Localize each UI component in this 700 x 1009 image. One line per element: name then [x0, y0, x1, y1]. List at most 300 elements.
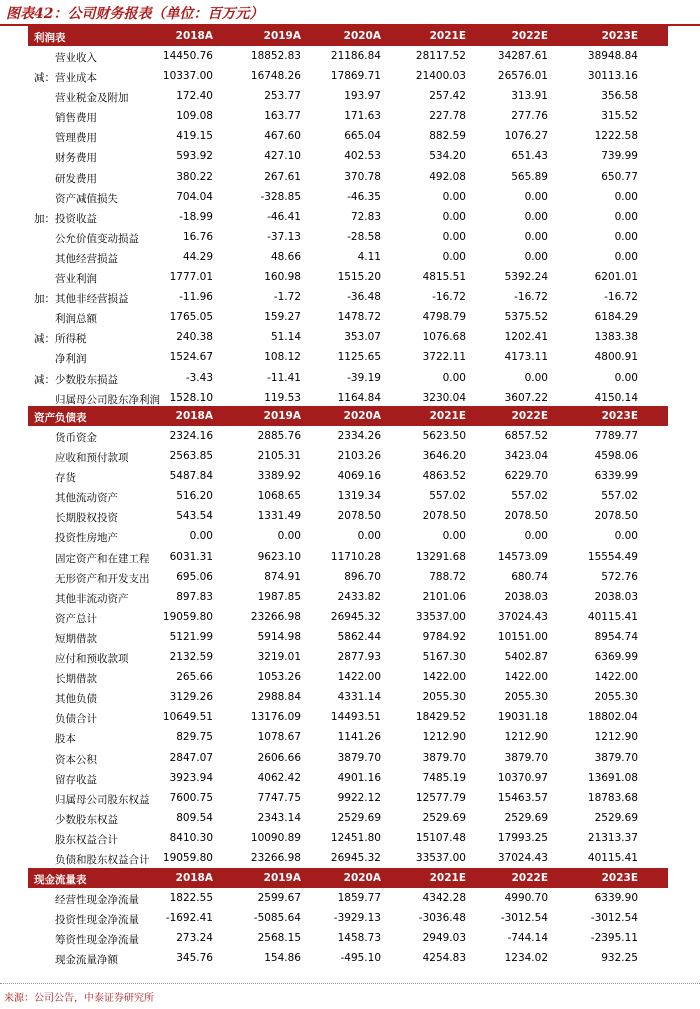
year-header: 2020A [343, 30, 381, 42]
table-cell: 3230.04 [422, 391, 466, 404]
row-label: 投资性房地产 [34, 532, 118, 545]
year-header: 2021E [429, 410, 466, 422]
table-cell: -28.58 [347, 230, 381, 243]
table-cell: 40115.41 [587, 851, 638, 864]
table-cell: 4254.83 [422, 952, 466, 965]
table-cell: 17869.71 [330, 70, 381, 83]
source-note: 来源：公司公告，中泰证券研究所 [4, 993, 154, 1004]
table-row [28, 66, 668, 86]
row-label: 应收和预付款项 [34, 452, 129, 465]
table-cell: 1987.85 [257, 590, 301, 603]
table-cell: 2101.06 [422, 590, 466, 603]
table-row [28, 486, 668, 506]
table-cell: 10090.89 [250, 831, 301, 844]
table-cell: 2324.16 [169, 430, 213, 442]
table-row [28, 426, 668, 446]
table-cell: 0.00 [442, 250, 466, 263]
table-cell: 2038.03 [594, 590, 638, 603]
table-cell: -11.96 [179, 291, 213, 304]
table-cell: 4901.16 [337, 771, 381, 784]
table-cell: 788.72 [429, 570, 466, 583]
table-cell: 12577.79 [415, 791, 466, 804]
year-header: 2018A [175, 30, 213, 42]
table-cell: 543.54 [176, 510, 213, 523]
table-cell: 897.83 [176, 590, 213, 603]
table-row [28, 727, 668, 747]
table-cell: 534.20 [429, 150, 466, 163]
table-cell: 23266.98 [250, 610, 301, 623]
table-row [28, 768, 668, 788]
table-row [28, 667, 668, 687]
table-cell: 2847.07 [169, 751, 213, 764]
table-row [28, 327, 668, 347]
table-row [28, 347, 668, 367]
table-row [28, 167, 668, 187]
table-cell: 3879.70 [337, 751, 381, 764]
table-cell: 5392.24 [504, 271, 548, 284]
table-row [28, 207, 668, 227]
table-cell: -3929.13 [333, 912, 381, 925]
table-cell: 1383.38 [594, 331, 638, 344]
row-label: 留存收益 [34, 773, 97, 786]
table-cell: 6229.70 [504, 470, 548, 483]
table-cell: 0.00 [614, 250, 638, 263]
table-cell: 2988.84 [257, 691, 301, 704]
table-cell: 380.22 [176, 170, 213, 183]
table-cell: 2055.30 [504, 691, 548, 704]
table-row [28, 587, 668, 607]
table-cell: -3036.48 [418, 912, 466, 925]
section-title: 现金流量表 [34, 874, 87, 886]
table-cell: 1164.84 [337, 391, 381, 404]
table-cell: 1212.90 [594, 731, 638, 744]
table-cell: 26945.32 [330, 610, 381, 623]
table-cell: 557.02 [429, 490, 466, 503]
table-cell: 0.00 [524, 530, 548, 543]
table-cell: 0.00 [277, 530, 301, 543]
table-cell: 516.20 [176, 490, 213, 503]
table-cell: 2334.26 [337, 430, 381, 442]
table-cell: -39.19 [347, 371, 381, 384]
table-row [28, 808, 668, 828]
table-cell: 3646.20 [422, 450, 466, 463]
table-cell: 3219.01 [257, 651, 301, 664]
table-cell: 9623.10 [257, 550, 301, 563]
table-cell: 4331.14 [337, 691, 381, 704]
table-cell: 1422.00 [594, 671, 638, 684]
row-label: 货币资金 [34, 432, 97, 444]
table-cell: 26945.32 [330, 851, 381, 864]
table-row [28, 506, 668, 526]
table-cell: 37024.43 [497, 610, 548, 623]
table-cell: 3423.04 [504, 450, 548, 463]
table-cell: 0.00 [524, 190, 548, 203]
table-cell: 0.00 [442, 530, 466, 543]
table-cell: 419.15 [176, 130, 213, 143]
table-cell: 1422.00 [504, 671, 548, 684]
table-row [28, 86, 668, 106]
table-row [28, 828, 668, 848]
table-cell: -328.85 [260, 190, 301, 203]
row-label: 管理费用 [34, 132, 97, 145]
table-cell: 4863.52 [422, 470, 466, 483]
table-cell: 1528.10 [169, 391, 213, 404]
table-cell: 345.76 [176, 952, 213, 965]
income-statement-table [28, 26, 668, 408]
table-cell: 33537.00 [415, 610, 466, 623]
table-cell: 253.77 [264, 90, 301, 103]
table-cell: 739.99 [601, 150, 638, 163]
row-label: 股东权益合计 [34, 833, 118, 846]
table-cell: 665.04 [344, 130, 381, 143]
table-cell: 1068.65 [257, 490, 301, 503]
table-cell: 0.00 [357, 530, 381, 543]
table-cell: 16748.26 [250, 70, 301, 83]
table-cell: 34287.61 [497, 50, 548, 62]
table-cell: 26576.01 [497, 70, 548, 83]
table-cell: -744.14 [507, 932, 548, 945]
table-cell: 227.78 [429, 110, 466, 123]
table-cell: 10337.00 [162, 70, 213, 83]
table-cell: -495.10 [340, 952, 381, 965]
table-cell: -3.43 [185, 371, 213, 384]
table-cell: 14493.51 [330, 711, 381, 724]
table-cell: -3012.54 [590, 912, 638, 925]
table-cell: 4990.70 [504, 892, 548, 904]
table-cell: 467.60 [264, 130, 301, 143]
table-cell: 0.00 [614, 230, 638, 243]
table-cell: 2433.82 [337, 590, 381, 603]
table-row [28, 267, 668, 287]
cash-flow-table [28, 868, 668, 968]
year-header: 2018A [175, 872, 213, 884]
table-cell: 265.66 [176, 671, 213, 684]
table-cell: 37024.43 [497, 851, 548, 864]
row-label: 减：营业成本 [34, 72, 97, 85]
table-cell: -46.41 [267, 210, 301, 223]
row-label: 利润总额 [34, 313, 97, 326]
table-cell: 10370.97 [497, 771, 548, 784]
table-cell: 0.00 [524, 371, 548, 384]
table-row [28, 948, 668, 968]
row-label: 归属母公司股东权益 [34, 793, 150, 806]
table-cell: 2078.50 [594, 510, 638, 523]
table-cell: 1515.20 [337, 271, 381, 284]
table-cell: -3012.54 [500, 912, 548, 925]
table-cell: 0.00 [524, 250, 548, 263]
table-cell: 28117.52 [415, 50, 466, 62]
table-cell: 2568.15 [257, 932, 301, 945]
table-cell: 6857.52 [504, 430, 548, 442]
table-cell: 2343.14 [257, 811, 301, 824]
table-row [28, 388, 668, 408]
table-cell: 9922.12 [337, 791, 381, 804]
table-cell: 119.53 [264, 391, 301, 404]
table-cell: 6184.29 [594, 311, 638, 324]
table-cell: 4598.06 [594, 450, 638, 463]
table-cell: 356.58 [601, 90, 638, 103]
table-cell: 159.27 [264, 311, 301, 324]
table-cell: 7747.75 [257, 791, 301, 804]
table-cell: 10151.00 [497, 630, 548, 643]
table-row [28, 848, 668, 868]
table-cell: 23266.98 [250, 851, 301, 864]
row-label: 长期借款 [34, 673, 97, 686]
table-cell: 5121.99 [169, 630, 213, 643]
row-label: 研发费用 [34, 172, 97, 185]
table-row [28, 146, 668, 166]
row-label: 短期借款 [34, 632, 97, 645]
table-cell: 18783.68 [587, 791, 638, 804]
table-cell: 896.70 [344, 570, 381, 583]
table-cell: 2529.69 [594, 811, 638, 824]
table-cell: 313.91 [511, 90, 548, 103]
table-cell: 6031.31 [169, 550, 213, 563]
year-header: 2019A [263, 30, 301, 42]
table-cell: 1234.02 [504, 952, 548, 965]
row-label: 股本 [34, 733, 76, 746]
table-row [28, 307, 668, 327]
table-cell: 882.59 [429, 130, 466, 143]
table-cell: 2055.30 [594, 691, 638, 704]
table-cell: 1222.58 [594, 130, 638, 143]
table-cell: 51.14 [270, 331, 301, 344]
table-cell: 3879.70 [422, 751, 466, 764]
table-cell: 257.42 [429, 90, 466, 103]
table-cell: 19031.18 [497, 711, 548, 724]
table-cell: -36.48 [347, 291, 381, 304]
table-header [28, 868, 668, 888]
table-cell: 172.40 [176, 90, 213, 103]
table-cell: 13691.08 [587, 771, 638, 784]
row-label: 其他流动资产 [34, 492, 118, 505]
row-label: 其他非流动资产 [34, 592, 129, 605]
table-cell: 1822.55 [169, 892, 213, 904]
table-cell: 704.04 [176, 190, 213, 203]
table-cell: 240.38 [176, 331, 213, 344]
year-header: 2022E [511, 410, 548, 422]
year-header: 2019A [263, 872, 301, 884]
table-cell: 5914.98 [257, 630, 301, 643]
year-header: 2022E [511, 872, 548, 884]
row-label: 财务费用 [34, 152, 97, 165]
table-cell: -1.72 [273, 291, 301, 304]
table-cell: 3389.92 [257, 470, 301, 483]
table-cell: 315.52 [601, 110, 638, 123]
table-cell: 5402.87 [504, 651, 548, 664]
table-cell: 2078.50 [504, 510, 548, 523]
table-cell: 21186.84 [330, 50, 381, 62]
table-cell: 651.43 [511, 150, 548, 163]
table-cell: 1422.00 [422, 671, 466, 684]
row-label: 营业利润 [34, 273, 97, 286]
row-label: 现金流量净额 [34, 954, 118, 967]
table-cell: 427.10 [264, 150, 301, 163]
table-row [28, 687, 668, 707]
row-label: 加：其他非经营损益 [34, 293, 129, 306]
row-label: 资产总计 [34, 612, 97, 625]
table-cell: 2132.59 [169, 651, 213, 664]
table-cell: 2606.66 [257, 751, 301, 764]
table-row [28, 607, 668, 627]
table-cell: 0.00 [524, 210, 548, 223]
table-cell: 1478.72 [337, 311, 381, 324]
year-header: 2022E [511, 30, 548, 42]
table-cell: 1765.05 [169, 311, 213, 324]
section-title: 利润表 [34, 32, 66, 44]
table-header [28, 26, 668, 46]
table-cell: 21400.03 [415, 70, 466, 83]
table-row [28, 247, 668, 267]
table-cell: 44.29 [182, 250, 213, 263]
title-bar [0, 0, 700, 26]
table-cell: 154.86 [264, 952, 301, 965]
year-header: 2023E [601, 410, 638, 422]
table-row [28, 446, 668, 466]
table-cell: 193.97 [344, 90, 381, 103]
row-label: 净利润 [34, 353, 87, 366]
table-cell: 1076.27 [504, 130, 548, 143]
table-cell: 4798.79 [422, 311, 466, 324]
table-cell: 4800.91 [594, 351, 638, 364]
table-row [28, 567, 668, 587]
row-label: 营业税金及附加 [34, 92, 129, 105]
table-cell: 2599.67 [257, 892, 301, 904]
table-row [28, 928, 668, 948]
table-cell: 2105.31 [257, 450, 301, 463]
table-row [28, 788, 668, 808]
table-cell: 13176.09 [250, 711, 301, 724]
table-cell: 0.00 [614, 530, 638, 543]
table-cell: 2529.69 [337, 811, 381, 824]
table-cell: 109.08 [176, 110, 213, 123]
table-cell: 572.76 [601, 570, 638, 583]
row-label: 加：投资收益 [34, 212, 97, 225]
table-cell: 3923.94 [169, 771, 213, 784]
table-row [28, 46, 668, 66]
table-cell: 1212.90 [504, 731, 548, 744]
year-header: 2023E [601, 30, 638, 42]
table-cell: 14573.09 [497, 550, 548, 563]
table-cell: 15554.49 [587, 550, 638, 563]
year-header: 2023E [601, 872, 638, 884]
table-cell: 2949.03 [422, 932, 466, 945]
row-label: 资产减值损失 [34, 192, 118, 205]
row-label: 无形资产和开发支出 [34, 572, 150, 585]
row-label: 少数股东权益 [34, 813, 118, 826]
table-cell: 402.53 [344, 150, 381, 163]
table-cell: 38948.84 [587, 50, 638, 62]
table-cell: 277.76 [511, 110, 548, 123]
table-row [28, 368, 668, 388]
table-cell: 2103.26 [337, 450, 381, 463]
table-cell: 40115.41 [587, 610, 638, 623]
table-cell: 1076.68 [422, 331, 466, 344]
table-cell: 1319.34 [337, 490, 381, 503]
table-cell: 3879.70 [594, 751, 638, 764]
year-header: 2020A [343, 872, 381, 884]
table-row [28, 647, 668, 667]
table-cell: 2038.03 [504, 590, 548, 603]
table-cell: 492.08 [429, 170, 466, 183]
row-label: 公允价值变动损益 [34, 232, 139, 245]
table-cell: 48.66 [270, 250, 301, 263]
table-cell: 3607.22 [504, 391, 548, 404]
table-cell: 33537.00 [415, 851, 466, 864]
table-cell: 163.77 [264, 110, 301, 123]
table-cell: 12451.80 [330, 831, 381, 844]
row-label: 应付和预收款项 [34, 653, 129, 666]
table-cell: 160.98 [264, 271, 301, 284]
table-cell: 4342.28 [422, 892, 466, 904]
page-title: 图表42：公司财务报表（单位：百万元） [6, 6, 264, 22]
table-cell: 7789.77 [594, 430, 638, 442]
table-cell: 557.02 [601, 490, 638, 503]
table-cell: 4062.42 [257, 771, 301, 784]
row-label: 存货 [34, 472, 76, 485]
table-cell: 171.63 [344, 110, 381, 123]
row-label: 负债合计 [34, 713, 97, 726]
table-cell: -16.72 [514, 291, 548, 304]
table-row [28, 466, 668, 486]
table-cell: 267.61 [264, 170, 301, 183]
table-row [28, 106, 668, 126]
row-label: 减：所得税 [34, 333, 87, 346]
year-header: 2021E [429, 30, 466, 42]
table-cell: 809.54 [176, 811, 213, 824]
row-label: 资本公积 [34, 753, 97, 766]
table-row [28, 287, 668, 307]
table-cell: 7600.75 [169, 791, 213, 804]
table-cell: 2078.50 [422, 510, 466, 523]
table-cell: 1053.26 [257, 671, 301, 684]
table-cell: 0.00 [442, 230, 466, 243]
table-cell: 1125.65 [337, 351, 381, 364]
row-label: 投资性现金净流量 [34, 914, 139, 927]
table-cell: 18802.04 [587, 711, 638, 724]
section-title: 资产负债表 [34, 412, 87, 424]
table-row [28, 547, 668, 567]
table-cell: 11710.28 [330, 550, 381, 563]
table-row [28, 187, 668, 207]
table-cell: 1331.49 [257, 510, 301, 523]
table-cell: 6369.99 [594, 651, 638, 664]
table-cell: 0.00 [614, 371, 638, 384]
table-cell: -16.72 [604, 291, 638, 304]
table-row [28, 707, 668, 727]
table-cell: 0.00 [189, 530, 213, 543]
year-header: 2018A [175, 410, 213, 422]
table-cell: 6339.99 [594, 470, 638, 483]
row-label: 长期股权投资 [34, 512, 118, 525]
table-cell: 4.11 [357, 250, 381, 263]
table-cell: 15463.57 [497, 791, 548, 804]
table-cell: 353.07 [344, 331, 381, 344]
table-cell: -2395.11 [590, 932, 638, 945]
table-cell: -5085.64 [253, 912, 301, 925]
table-cell: 4069.16 [337, 470, 381, 483]
table-cell: 2563.85 [169, 450, 213, 463]
table-cell: 5487.84 [169, 470, 213, 483]
row-label: 营业收入 [34, 52, 97, 64]
table-cell: 18429.52 [415, 711, 466, 724]
table-cell: 5375.52 [504, 311, 548, 324]
row-label: 筹资性现金净流量 [34, 934, 139, 947]
table-cell: 829.75 [176, 731, 213, 744]
table-row [28, 748, 668, 768]
year-header: 2021E [429, 872, 466, 884]
table-cell: 0.00 [524, 230, 548, 243]
